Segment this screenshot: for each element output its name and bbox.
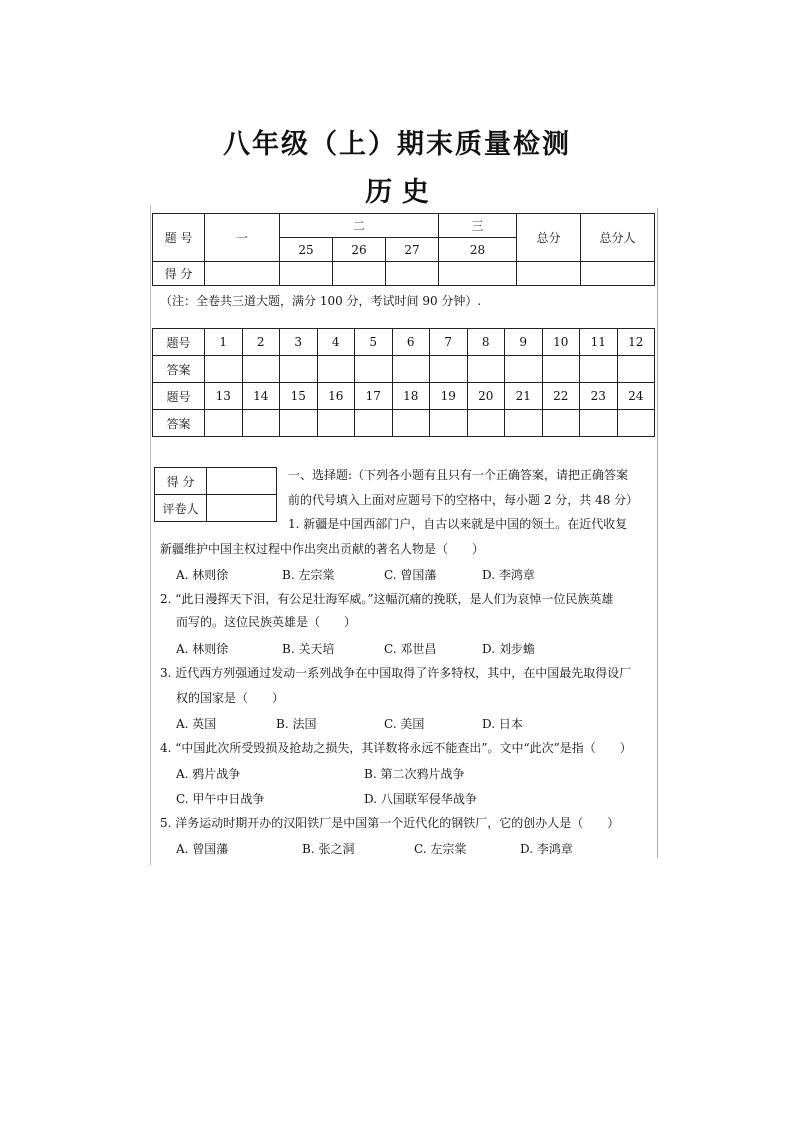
answer-cell[interactable] [467, 356, 505, 383]
answer-cell[interactable] [430, 356, 468, 383]
answer-cell[interactable] [242, 356, 280, 383]
score-row-label-question: 题 号 [153, 214, 205, 262]
question-number: 18 [392, 383, 430, 410]
question-number: 9 [505, 329, 543, 356]
question-5-option-b[interactable]: B. 张之洞 [302, 842, 355, 856]
question-3-line2: 权的国家是（ ） [176, 691, 285, 705]
answer-cell[interactable] [280, 410, 318, 437]
score-total-person-header: 总分人 [581, 214, 655, 262]
question-4-option-c[interactable]: C. 甲午中日战争 [176, 792, 265, 806]
question-number: 16 [317, 383, 355, 410]
answer-cell[interactable] [467, 410, 505, 437]
question-number: 3 [280, 329, 318, 356]
question-number: 12 [617, 329, 655, 356]
score-cell[interactable] [280, 262, 333, 286]
question-2-option-c[interactable]: C. 邓世昌 [384, 642, 437, 656]
question-number: 23 [580, 383, 618, 410]
question-number: 10 [542, 329, 580, 356]
answer-grid-answer-label: 答案 [153, 356, 205, 383]
score-part-3: 三 [439, 214, 517, 238]
grader-box [154, 467, 277, 522]
question-number: 20 [467, 383, 505, 410]
answer-cell[interactable] [617, 410, 655, 437]
answer-grid-answer-label: 答案 [153, 410, 205, 437]
question-4-option-d[interactable]: D. 八国联军侵华战争 [364, 792, 477, 806]
question-number: 11 [580, 329, 618, 356]
question-1-line1: 1. 新疆是中国西部门户，自古以来就是中国的领土。在近代收复 [288, 517, 628, 531]
question-1-option-b[interactable]: B. 左宗棠 [282, 568, 335, 582]
question-number: 15 [280, 383, 318, 410]
score-cell[interactable] [205, 262, 280, 286]
subject-title: 历 史 [365, 177, 429, 208]
answer-cell[interactable] [280, 356, 318, 383]
question-2-line1: 2. “此日漫挥天下泪，有公足壮海军威。”这幅沉痛的挽联，是人们为哀悼一位民族英雄 [160, 592, 614, 606]
answer-cell[interactable] [205, 356, 243, 383]
answer-cell[interactable] [355, 356, 393, 383]
score-cell[interactable] [581, 262, 655, 286]
score-part-2: 二 [280, 214, 439, 238]
page-title: 八年级（上）期末质量检测 [223, 129, 571, 160]
answer-cell[interactable] [580, 356, 618, 383]
score-cell[interactable] [333, 262, 386, 286]
answer-cell[interactable] [542, 410, 580, 437]
question-3-option-b[interactable]: B. 法国 [276, 717, 317, 731]
question-1-line2: 新疆维护中国主权过程中作出突出贡献的著名人物是（ ） [160, 542, 485, 556]
question-4-line1: 4. “中国此次所受毁损及抢劫之损失，其详数将永远不能查出”。文中“此次”是指（ ） [160, 741, 632, 755]
answer-cell[interactable] [205, 410, 243, 437]
question-5-line1: 5. 洋务运动时期开办的汉阳铁厂是中国第一个近代化的钢铁厂，它的创办人是（ ） [160, 816, 620, 830]
question-3-option-d[interactable]: D. 日本 [482, 717, 523, 731]
question-4-option-b[interactable]: B. 第二次鸦片战争 [364, 767, 465, 781]
answer-cell[interactable] [392, 356, 430, 383]
grader-score-label: 得 分 [155, 468, 207, 495]
question-number: 13 [205, 383, 243, 410]
score-summary-table [152, 213, 655, 286]
answer-cell[interactable] [617, 356, 655, 383]
question-number: 1 [205, 329, 243, 356]
question-2-option-b[interactable]: B. 关天培 [282, 642, 335, 656]
score-cell[interactable] [439, 262, 517, 286]
question-number: 6 [392, 329, 430, 356]
question-5-option-a[interactable]: A. 曾国藩 [176, 842, 229, 856]
score-q28: 28 [439, 238, 517, 262]
section-heading-line2: 前的代号填入上面对应题号下的空格中，每小题 2 分，共 48 分） [288, 493, 639, 507]
question-2-line2: 而写的。这位民族英雄是（ ） [176, 615, 357, 629]
question-number: 22 [542, 383, 580, 410]
answer-cell[interactable] [317, 410, 355, 437]
score-row-label-score: 得 分 [153, 262, 205, 286]
answer-cell[interactable] [355, 410, 393, 437]
question-5-option-c[interactable]: C. 左宗棠 [414, 842, 467, 856]
answer-grid-question-label: 题号 [153, 329, 205, 356]
grader-name-label: 评卷人 [155, 495, 207, 522]
question-5-option-d[interactable]: D. 李鸿章 [520, 842, 573, 856]
answer-cell[interactable] [242, 410, 280, 437]
score-part-1: 一 [205, 214, 280, 262]
question-1-option-c[interactable]: C. 曾国藩 [384, 568, 437, 582]
score-total-header: 总分 [517, 214, 581, 262]
scan-edge-left [150, 205, 151, 865]
question-number: 19 [430, 383, 468, 410]
question-number: 5 [355, 329, 393, 356]
answer-cell[interactable] [580, 410, 618, 437]
question-number: 4 [317, 329, 355, 356]
exam-note: （注：全卷共三道大题，满分 100 分，考试时间 90 分钟）. [160, 294, 482, 308]
answer-cell[interactable] [392, 410, 430, 437]
question-number: 21 [505, 383, 543, 410]
answer-grid-question-label: 题号 [153, 383, 205, 410]
question-2-option-a[interactable]: A. 林则徐 [176, 642, 229, 656]
question-4-option-a[interactable]: A. 鸦片战争 [176, 767, 241, 781]
question-number: 24 [617, 383, 655, 410]
question-3-option-c[interactable]: C. 美国 [384, 717, 425, 731]
question-1-option-d[interactable]: D. 李鸿章 [482, 568, 535, 582]
score-cell[interactable] [386, 262, 439, 286]
question-2-option-d[interactable]: D. 刘步蟾 [482, 642, 535, 656]
question-number: 7 [430, 329, 468, 356]
answer-cell[interactable] [542, 356, 580, 383]
score-q26: 26 [333, 238, 386, 262]
question-3-option-a[interactable]: A. 英国 [176, 717, 217, 731]
answer-cell[interactable] [430, 410, 468, 437]
question-3-line1: 3. 近代西方列强通过发动一系列战争在中国取得了许多特权，其中，在中国最先取得设厂 [160, 666, 632, 680]
question-number: 14 [242, 383, 280, 410]
answer-cell[interactable] [505, 356, 543, 383]
question-1-option-a[interactable]: A. 林则徐 [176, 568, 229, 582]
answer-cell[interactable] [317, 356, 355, 383]
score-q27: 27 [386, 238, 439, 262]
score-cell[interactable] [517, 262, 581, 286]
question-number: 2 [242, 329, 280, 356]
scan-edge-right [657, 208, 658, 858]
grader-score-cell[interactable] [207, 468, 277, 495]
answer-cell[interactable] [505, 410, 543, 437]
question-number: 8 [467, 329, 505, 356]
question-number: 17 [355, 383, 393, 410]
score-q25: 25 [280, 238, 333, 262]
section-heading-line1: 一、选择题:（下列各小题有且只有一个正确答案，请把正确答案 [288, 468, 629, 482]
grader-name-cell[interactable] [207, 495, 277, 522]
answer-grid [152, 328, 655, 437]
